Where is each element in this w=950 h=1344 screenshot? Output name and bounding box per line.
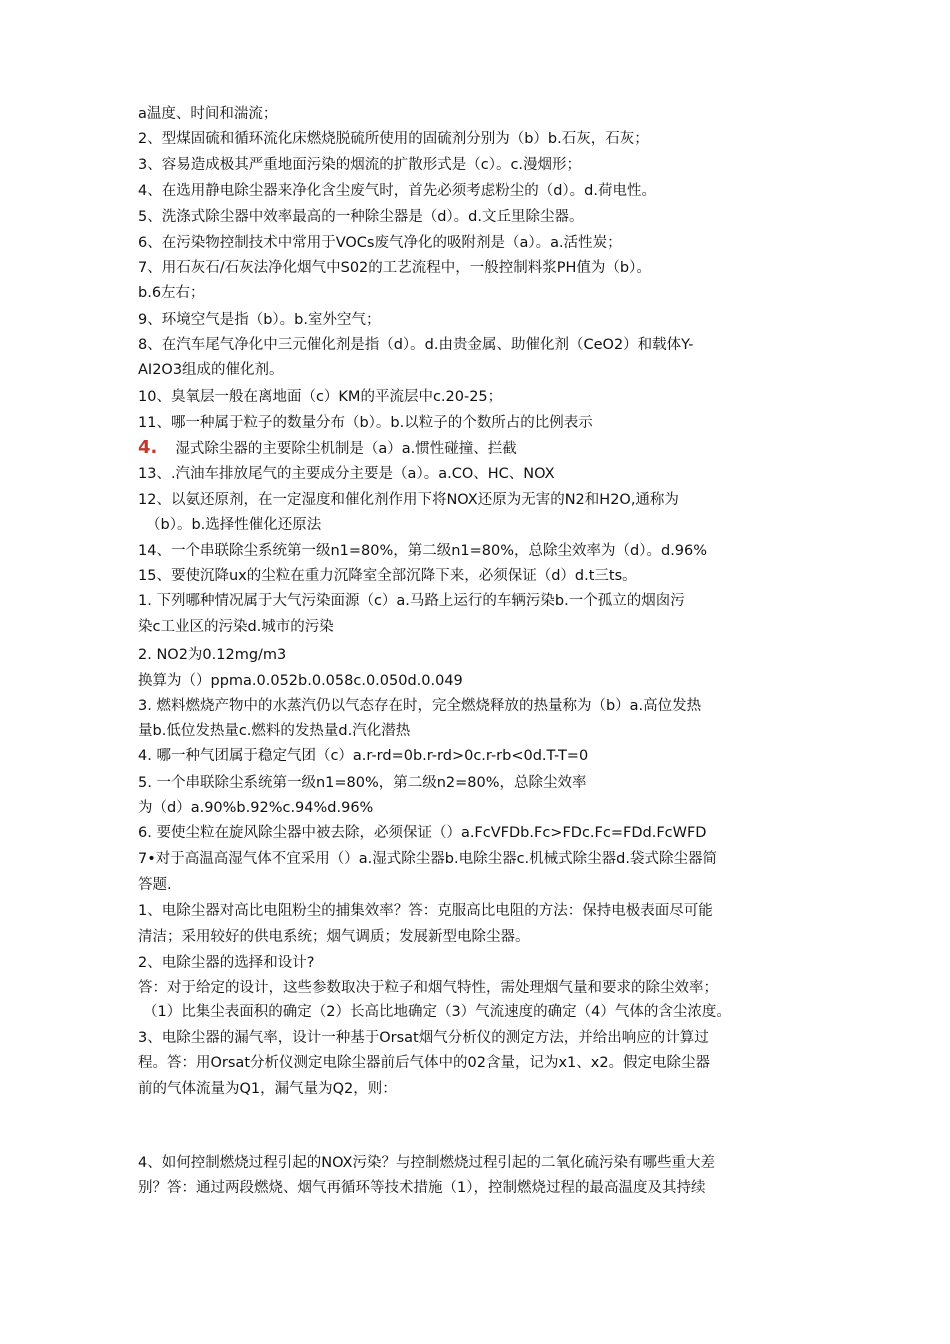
- text-line: 9、环境空气是指（b）。b.室外空气；: [138, 312, 381, 328]
- item-4-text: 湿式除尘器的主要除尘机制是（a）a.惯性碰撞、拦截: [175, 441, 517, 457]
- text-line: 答：对于给定的设计，这些参数取决于粒子和烟气特性，需处理烟气量和要求的除尘效率；: [138, 980, 718, 996]
- item-4-number: 4.: [138, 437, 158, 458]
- text-line: （b）。b.选择性催化还原法: [146, 517, 322, 533]
- text-line: 6、在污染物控制技术中常用于VOCs废气净化的吸附剂是（a）。a.活性炭；: [138, 235, 622, 251]
- text-line: 3、容易造成极其严重地面污染的烟流的扩散形式是（c）。c.漫烟形；: [138, 157, 582, 173]
- text-line: 4、在选用静电除尘器来净化含尘废气时，首先必须考虑粉尘的（d）。d.荷电性。: [138, 183, 656, 199]
- text-line: （1）比集尘表面积的确定（2）长高比地确定（3）气流速度的确定（4）气体的含尘浓度。: [143, 1004, 731, 1020]
- text-line: 前的气体流量为Q1，漏气量为Q2，则：: [138, 1081, 397, 1097]
- text-line: 2、电除尘器的选择和设计?: [138, 955, 315, 971]
- text-line: 12、以氨还原剂，在一定湿度和催化剂作用下将NOX还原为无害的N2和H2O,通称为: [138, 492, 679, 508]
- text-line: 6. 要使尘粒在旋风除尘器中被去除，必须保证（）a.FcVFDb.Fc>FDc.Fc=FDd.FcWFD: [138, 825, 707, 841]
- text-line: 3、电除尘器的漏气率，设计一种基于Orsat烟气分析仪的测定方法，并给出响应的计算过: [138, 1030, 709, 1046]
- text-line: 11、哪一种属于粒子的数量分布（b）。b.以粒子的个数所占的比例表示: [138, 415, 593, 431]
- text-line: AI2O3组成的催化剂。: [138, 362, 284, 378]
- text-line: 4. 哪一种气团属于稳定气团（c）a.r-rd=0b.r-rd>0c.r-rb<0d.T-T=0: [138, 748, 589, 764]
- text-line: 1、电除尘器对高比电阻粉尘的捕集效率？答：克服高比电阻的方法：保持电极表面尽可能: [138, 903, 713, 919]
- text-line: 15、要使沉降ux的尘粒在重力沉降室全部沉降下来，必须保证（d）d.t三ts。: [138, 568, 637, 584]
- text-line: 4、如何控制燃烧过程引起的NOX污染？与控制燃烧过程引起的二氧化硫污染有哪些重大差: [138, 1155, 715, 1171]
- text-line: 8、在汽车尾气净化中三元催化剂是指（d）。d.由贵金属、助催化剂（CeO2）和载体Y-: [138, 337, 694, 353]
- text-line: 14、一个串联除尘系统第一级n1=80%，第二级n1=80%，总除尘效率为（d）。d.96%: [138, 543, 708, 559]
- text-line: 2. NO2为0.12mg/m3: [138, 647, 287, 663]
- text-line: 1. 下列哪种情况属于大气污染面源（c）a.马路上运行的车辆污染b.一个孤立的烟囱污: [138, 593, 685, 609]
- text-line: 7•对于高温高湿气体不宜采用（）a.湿式除尘器b.电除尘器c.机械式除尘器d.袋式除尘器简: [138, 851, 717, 867]
- text-line: 量b.低位发热量c.燃料的发热量d.汽化潜热: [138, 723, 411, 739]
- text-line: 换算为（）ppma.0.052b.0.058c.0.050d.0.049: [138, 673, 463, 689]
- text-line: 清洁；采用较好的供电系统；烟气调质；发展新型电除尘器。: [138, 929, 530, 945]
- text-line: 染c工业区的污染d.城市的污染: [138, 619, 334, 635]
- text-line: 程。答：用Orsat分析仪测定电除尘器前后气体中的02含量，记为x1、x2。假定电除尘器: [138, 1055, 711, 1071]
- text-line: 为（d）a.90%b.92%c.94%d.96%: [138, 800, 374, 816]
- text-line-item-4: [138, 438, 828, 459]
- text-line: 2、型煤固硫和循环流化床燃烧脱硫所使用的固硫剂分别为（b）b.石灰，石灰；: [138, 131, 649, 147]
- text-line: 3. 燃料燃烧产物中的水蒸汽仍以气态存在时，完全燃烧释放的热量称为（b）a.高位发热: [138, 698, 702, 714]
- text-line: 5. 一个串联除尘系统第一级n1=80%，第二级n2=80%，总除尘效率: [138, 775, 587, 791]
- text-line: 答题.: [138, 877, 172, 893]
- text-line: b.6左右；: [138, 285, 205, 301]
- text-line: 5、洗涤式除尘器中效率最高的一种除尘器是（d）。d.文丘里除尘器。: [138, 209, 584, 225]
- text-line: 别？答：通过两段燃烧、烟气再循环等技术措施（1），控制燃烧过程的最高温度及其持续: [138, 1180, 706, 1196]
- text-line: 13、.汽油车排放尾气的主要成分主要是（a）。a.CO、HC、NOX: [138, 466, 555, 482]
- text-line: a温度、时间和湍流；: [138, 106, 278, 122]
- text-line: 7、用石灰石/石灰法净化烟气中S02的工艺流程中，一般控制料浆PH值为（b）。: [138, 260, 651, 276]
- text-line: 10、臭氧层一般在离地面（c）KM的平流层中c.20-25；: [138, 389, 503, 405]
